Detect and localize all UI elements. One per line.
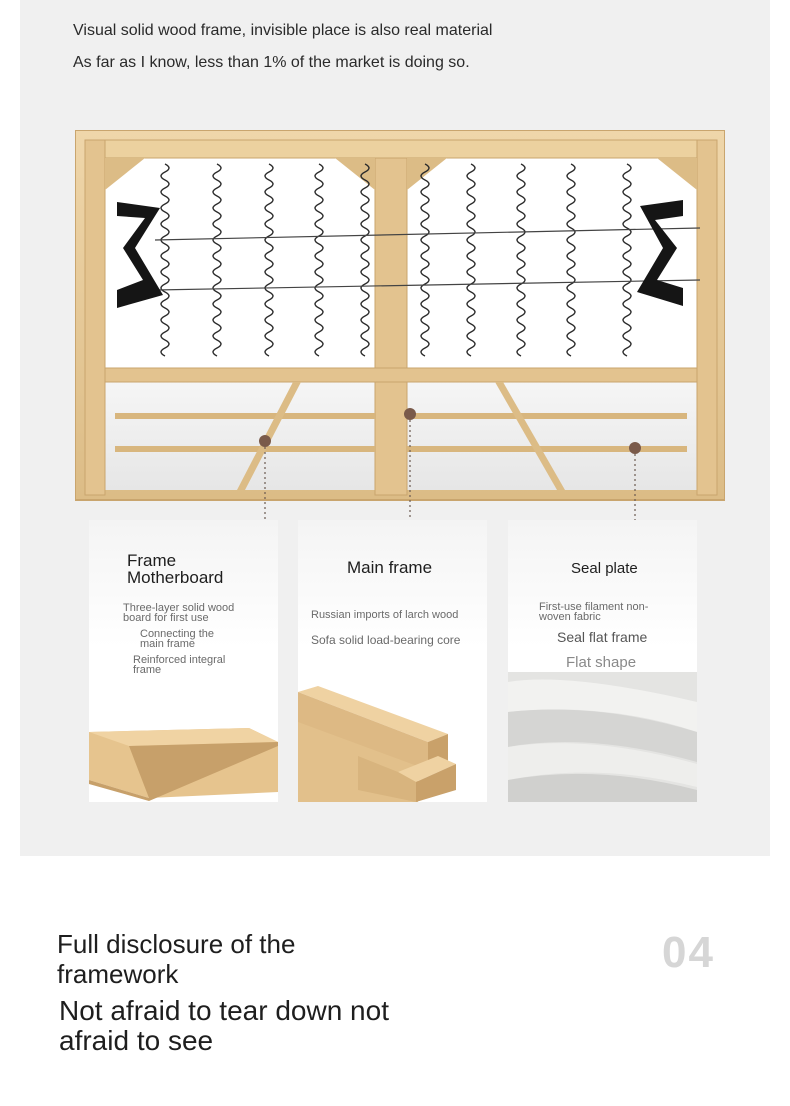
card-note: Seal flat frame: [557, 629, 648, 645]
card-note: Reinforced integral frame: [133, 654, 226, 676]
card-note: Three-layer solid wood board for first use: [123, 602, 235, 624]
section-subheading: Not afraid to tear down not afraid to see: [59, 995, 389, 1056]
card-frame-motherboard: [89, 520, 278, 802]
plywood-board-image: [89, 672, 278, 802]
card-note: First-use filament non-woven fabric: [539, 601, 649, 623]
card-note: Connecting the main frame: [140, 628, 214, 650]
card-note: Sofa solid load-bearing core: [311, 633, 461, 647]
section-heading: Full disclosure of the framework: [57, 929, 296, 989]
card-seal-plate: [508, 520, 697, 802]
card-note: Flat shape: [566, 654, 637, 671]
card-main-frame: [298, 520, 487, 802]
card-title: Seal plate: [571, 560, 638, 577]
non-woven-fabric-image: [508, 672, 697, 802]
intro-line-1: Visual solid wood frame, invisible place is also real material: [73, 22, 493, 39]
intro-line-2: As far as I know, less than 1% of the market is doing so.: [73, 54, 470, 71]
card-title: Main frame: [347, 558, 433, 577]
card-title: Frame Motherboard: [127, 551, 224, 587]
section-number: 04: [662, 928, 715, 977]
larch-wood-beams-image: [298, 672, 487, 802]
card-note: Russian imports of larch wood: [311, 609, 459, 621]
